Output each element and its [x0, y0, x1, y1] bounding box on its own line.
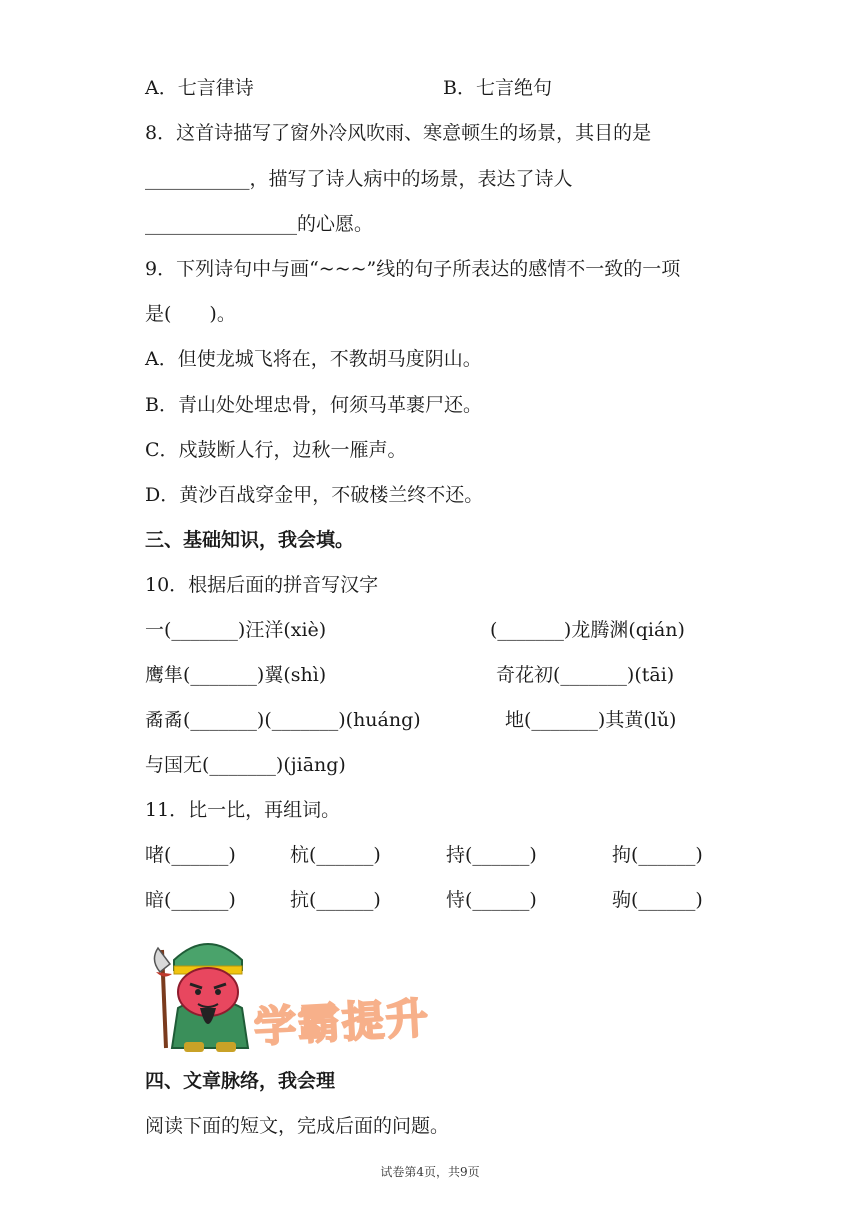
q11-row1-item: 持(______): [446, 844, 537, 866]
q9-option-d: D．黄沙百战穿金甲，不破楼兰终不还。: [145, 484, 484, 506]
page-footer: 试卷第4页，共9页: [380, 1165, 480, 1179]
q8-question: 8．这首诗描写了窗外冷风吹雨、寒意顿生的场景，其目的是: [145, 122, 652, 144]
q11-row1-item: 拘(______): [612, 844, 703, 866]
q10-row3-left: 矞矞(_______)(_______)(huáng): [145, 709, 421, 731]
q10-row3-right: 地(_______)其黄(lǔ): [505, 709, 677, 731]
mascot-banner: [150, 930, 450, 1060]
section3-title: 三、基础知识，我会填。: [145, 529, 355, 551]
q11-row2-item: 暗(______): [145, 889, 236, 911]
q8-line3-text: 的心愿。: [297, 213, 374, 235]
q9-option-a: A．但使龙城飞将在，不教胡马度阴山。: [145, 348, 482, 370]
q11-row1-item: 啫(______): [145, 844, 236, 866]
q9-option-b: B．青山处处埋忠骨，何须马革裹尸还。: [145, 394, 482, 416]
q7-option-a: A．七言律诗: [145, 77, 254, 99]
q7-option-b: B．七言绝句: [443, 77, 552, 99]
banner-title: 学霸提升: [252, 993, 432, 1052]
q10-row1-left: 一(_______)汪洋(xiè): [145, 619, 327, 641]
section4-instruction: 阅读下面的短文，完成后面的问题。: [145, 1115, 450, 1137]
q11-row2-item: 驹(______): [612, 889, 703, 911]
q8-blank-1[interactable]: ___________: [145, 168, 250, 190]
q8-blank-2[interactable]: ________________: [145, 213, 297, 235]
q9-question: 9．下列诗句中与画“~~~”线的句子所表达的感情不一致的一项: [145, 258, 681, 280]
q9-question-cont: 是( )。: [145, 303, 236, 325]
section4-title: 四、文章脉络，我会理: [145, 1070, 336, 1092]
q10-row4-left: 与国无(_______)(jiāng): [145, 754, 346, 776]
q10-title: 10．根据后面的拼音写汉字: [145, 574, 379, 596]
q11-title: 11．比一比，再组词。: [145, 799, 341, 821]
q8-line2-text: ，描写了诗人病中的场景，表达了诗人: [249, 168, 573, 190]
q10-row2-right: 奇花初(_______)(tāi): [496, 664, 675, 686]
q9-option-c: C．戍鼓断人行，边秋一雁声。: [145, 439, 407, 461]
q8-line2: [145, 166, 573, 192]
q11-row2-item: 恃(______): [446, 889, 537, 911]
q10-row2-left: 鹰隼(_______)翼(shì): [145, 664, 327, 686]
q10-row1-right: (_______)龙腾渊(qián): [490, 619, 685, 641]
q11-row1-item: 杭(______): [290, 844, 381, 866]
q11-row2-item: 抗(______): [290, 889, 381, 911]
q8-line3: [145, 211, 373, 237]
